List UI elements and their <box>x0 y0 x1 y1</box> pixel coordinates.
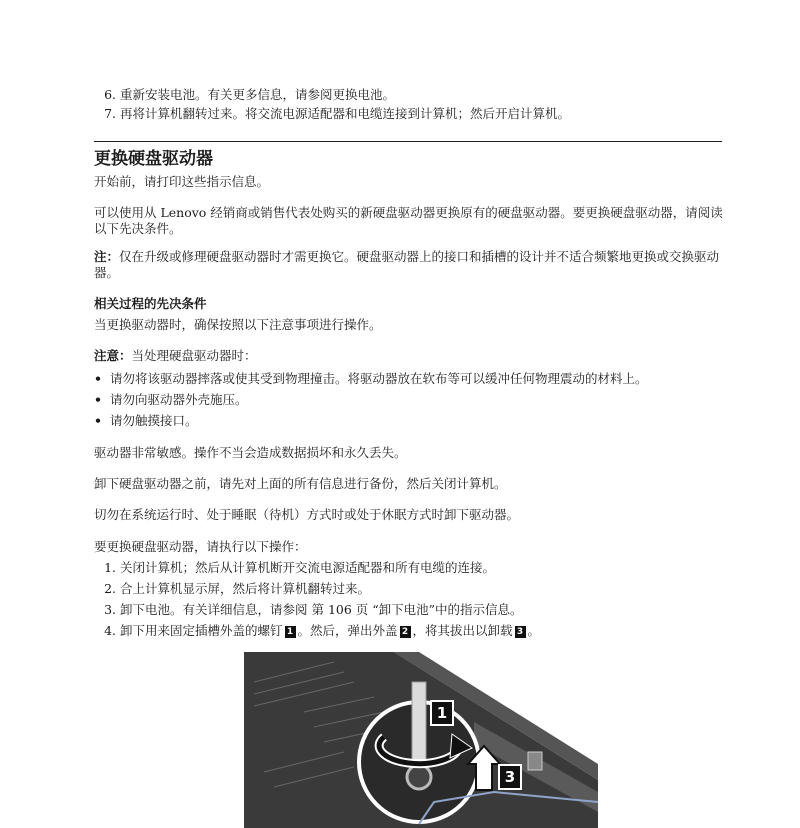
bullet-icon: • <box>94 392 102 407</box>
callout-badge-2: 2 <box>400 626 411 638</box>
prev-step-7 <box>94 106 570 122</box>
sensitive-warning: 驱动器非常敏感。操作不当会造成数据损坏和永久丢失。 <box>94 445 407 460</box>
list-item-text: 请勿向驱动器外壳施压。 <box>110 392 248 407</box>
attention <box>94 348 257 364</box>
procedure-step-2 <box>94 581 370 597</box>
note-text: 仅在升级或修理硬盘驱动器时才需更换它。硬盘驱动器上的接口和插槽的设计并不适合频繁地更换或交换驱动器。 <box>94 249 720 280</box>
prereq-intro: 当更换驱动器时，确保按照以下注意事项进行操作。 <box>94 317 382 332</box>
step-number: 3. <box>104 602 116 617</box>
procedure-step-3 <box>94 602 523 618</box>
bullet-icon: • <box>94 413 102 428</box>
connector <box>528 752 542 770</box>
callout-badge-3: 3 <box>515 626 526 638</box>
step-text: 卸下用来固定插槽外盖的螺钉 <box>120 623 283 638</box>
step-text: 重新安装电池。有关更多信息，请参阅更换电池。 <box>120 87 396 102</box>
attention-text: 当处理硬盘驱动器时： <box>131 348 257 363</box>
list-item-text: 请勿触摸接口。 <box>110 413 198 428</box>
step-text: 。然后，弹出外盖 <box>297 623 398 638</box>
section-title: 更换硬盘驱动器 <box>94 149 213 169</box>
screw-icon <box>407 765 431 789</box>
section-divider <box>94 141 722 142</box>
prereq-title: 相关过程的先决条件 <box>94 296 207 311</box>
prev-step-6 <box>94 87 395 103</box>
step-text: 再将计算机翻转过来。将交流电源适配器和电缆连接到计算机；然后开启计算机。 <box>120 106 571 121</box>
hard-drive-illustration <box>244 652 598 828</box>
step-number: 2. <box>104 581 116 596</box>
list-item-text: 请勿将该驱动器摔落或使其受到物理撞击。将驱动器放在软布等可以缓冲任何物理震动的材料上。 <box>110 371 648 386</box>
procedure-step-1 <box>94 560 495 576</box>
step-text: 卸下电池。有关详细信息，请参阅 第 106 页 “卸下电池”中的指示信息。 <box>120 602 523 617</box>
callout-1-label: 1 <box>430 700 454 726</box>
step-number: 7. <box>104 106 116 121</box>
never-remove-warning: 切勿在系统运行时、处于睡眠（待机）方式时或处于休眠方式时卸下驱动器。 <box>94 507 520 522</box>
step-number: 1. <box>104 560 116 575</box>
note <box>94 249 724 281</box>
step-text: 合上计算机显示屏，然后将计算机翻转过来。 <box>120 581 371 596</box>
list-item <box>94 392 248 408</box>
list-item <box>94 413 198 429</box>
section-para: 可以使用从 Lenovo 经销商或销售代表处购买的新硬盘驱动器更换原有的硬盘驱动器。要更换硬盘驱动器，请阅读以下先决条件。 <box>94 205 723 236</box>
step-text: ，将其拔出以卸载 <box>412 623 513 638</box>
laptop-bottom-drawing <box>244 652 598 828</box>
procedure-intro: 要更换硬盘驱动器，请执行以下操作： <box>94 539 307 554</box>
callout-3-label: 3 <box>498 764 522 790</box>
section-intro: 开始前，请打印这些指示信息。 <box>94 174 270 189</box>
callout-badge-1: 1 <box>285 626 296 638</box>
attention-label: 注意： <box>94 348 132 363</box>
list-item <box>94 371 648 387</box>
bullet-icon: • <box>94 371 102 386</box>
step-number: 4. <box>104 623 116 638</box>
step-text: 。 <box>527 623 541 638</box>
step-text: 关闭计算机；然后从计算机断开交流电源适配器和所有电缆的连接。 <box>120 560 496 575</box>
procedure-step-4 <box>94 623 540 639</box>
note-label: 注： <box>94 249 120 264</box>
step-number: 6. <box>104 87 116 102</box>
backup-instruction: 卸下硬盘驱动器之前，请先对上面的所有信息进行备份，然后关闭计算机。 <box>94 476 507 491</box>
